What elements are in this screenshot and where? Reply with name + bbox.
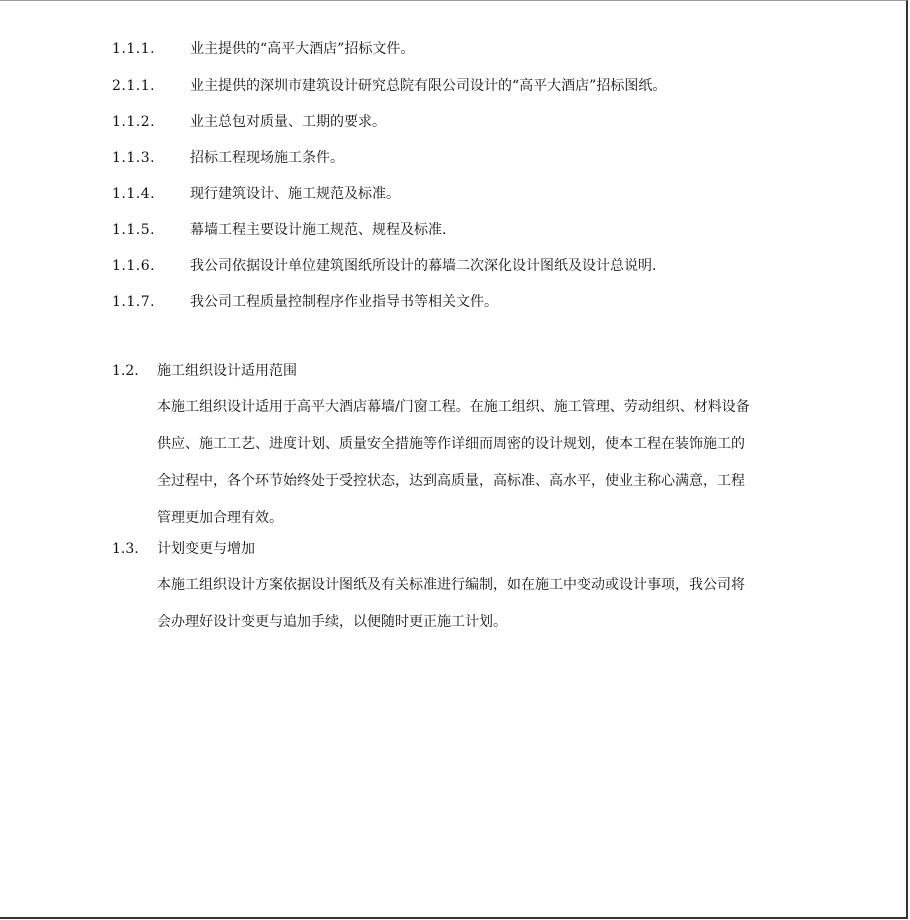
list-item-text: 我公司工程质量控制程序作业指导书等相关文件。	[190, 294, 498, 310]
section-paragraph	[157, 389, 837, 537]
list-item	[112, 220, 446, 240]
list-item	[112, 112, 386, 132]
list-item-text: 业主提供的“高平大酒店”招标文件。	[190, 41, 415, 57]
list-item	[112, 148, 344, 168]
list-item-text: 业主提供的深圳市建筑设计研究总院有限公司设计的“高平大酒店”招标图纸。	[190, 78, 667, 94]
list-item	[112, 292, 498, 312]
paragraph-line: 管理更加合理有效。	[157, 510, 283, 526]
paragraph-line: 全过程中，各个环节始终处于受控状态，达到高质量，高标准、高水平，使业主称心满意，工程	[157, 473, 745, 489]
list-item-text: 招标工程现场施工条件。	[190, 150, 344, 166]
section-paragraph	[157, 567, 837, 641]
section-number: 1.2.	[112, 363, 139, 379]
paragraph-line: 本施工组织设计方案依据设计图纸及有关标准进行编制，如在施工中变动或设计事项，我公司将	[157, 577, 745, 593]
list-item-number: 1.1.6.	[112, 258, 156, 274]
section-heading	[112, 539, 255, 559]
section-title: 施工组织设计适用范围	[157, 363, 297, 379]
list-item	[112, 76, 666, 96]
list-item-number: 1.1.4.	[112, 186, 156, 202]
paragraph-line: 本施工组织设计适用于高平大酒店幕墙/门窗工程。在施工组织、施工管理、劳动组织、材料设备	[157, 399, 750, 415]
paragraph-line: 供应、施工工艺、进度计划、质量安全措施等作详细而周密的设计规划，使本工程在装饰施工的	[157, 436, 745, 452]
list-item-number: 1.1.3.	[112, 150, 156, 166]
list-item-number: 1.1.7.	[112, 294, 156, 310]
section-number: 1.3.	[112, 541, 139, 557]
list-item-text: 我公司依据设计单位建筑图纸所设计的幕墙二次深化设计图纸及设计总说明.	[190, 258, 657, 274]
list-item-text: 现行建筑设计、施工规范及标准。	[190, 186, 400, 202]
section-heading	[112, 361, 297, 381]
section-title: 计划变更与增加	[157, 541, 255, 557]
paragraph-line: 会办理好设计变更与追加手续，以便随时更正施工计划。	[157, 614, 507, 630]
list-item-text: 业主总包对质量、工期的要求。	[190, 114, 386, 130]
list-item-number: 1.1.5.	[112, 222, 156, 238]
list-item-text: 幕墙工程主要设计施工规范、规程及标准.	[190, 222, 447, 238]
list-item	[112, 39, 414, 59]
list-item	[112, 184, 400, 204]
list-item-number: 1.1.1.	[112, 41, 156, 57]
list-item	[112, 256, 656, 276]
list-item-number: 2.1.1.	[112, 78, 156, 94]
list-item-number: 1.1.2.	[112, 114, 156, 130]
